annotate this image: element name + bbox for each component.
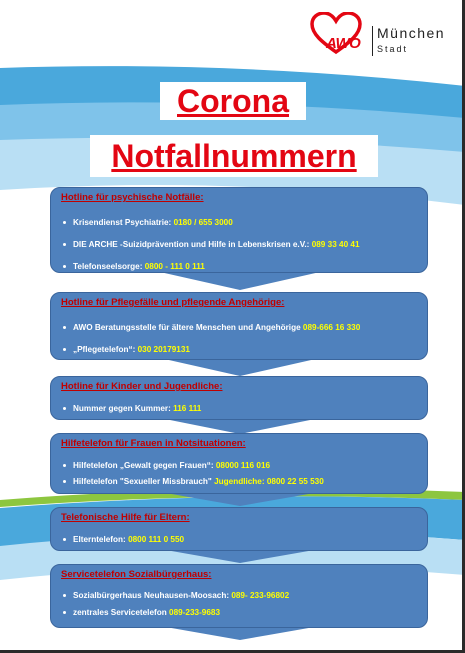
section-sozialbuergerhaus xyxy=(50,564,428,628)
list-item xyxy=(73,262,421,276)
logo-city: München xyxy=(377,25,446,41)
item-label: Hilfetelefon "Sexueller Missbrauch" xyxy=(73,477,212,486)
item-number: 089 33 40 41 xyxy=(311,240,360,249)
item-number: 089- 233-96802 xyxy=(231,591,290,600)
list-item xyxy=(73,240,421,262)
section-heading: Hotline für psychische Notfälle: xyxy=(61,192,204,203)
section-list xyxy=(73,591,421,622)
section-pflege xyxy=(50,292,428,360)
section-list xyxy=(73,461,421,491)
item-label: Nummer gegen Kummer: xyxy=(73,404,171,413)
title-line-2-box xyxy=(90,135,378,177)
logo-divider xyxy=(372,26,373,56)
section-heading: Hilfetelefon für Frauen in Notsituationen: xyxy=(61,438,246,449)
item-label: Elterntelefon: xyxy=(73,535,126,544)
section-list xyxy=(73,535,421,549)
item-label: AWO Beratungsstelle für ältere Menschen und Angehörige xyxy=(73,323,301,332)
list-item xyxy=(73,608,421,622)
item-label: „Pflegetelefon“: xyxy=(73,345,136,354)
title-line-1-box xyxy=(160,82,306,120)
item-label: Hilfetelefon „Gewalt gegen Frauen“: xyxy=(73,461,214,470)
list-item xyxy=(73,345,421,359)
item-number: 0180 / 655 3000 xyxy=(173,218,233,227)
item-number: 089-666 16 330 xyxy=(302,323,361,332)
item-label: zentrales Servicetelefon xyxy=(73,608,167,617)
item-number: 089-233-9683 xyxy=(169,608,221,617)
section-eltern xyxy=(50,507,428,551)
arrow-6 xyxy=(160,626,320,640)
page-title-line-1: Corona xyxy=(177,83,289,119)
list-item xyxy=(73,535,421,549)
item-label: Krisendienst Psychiatrie: xyxy=(73,218,172,227)
item-number: 0800 - 111 0 111 xyxy=(144,262,205,271)
item-number: Jugendliche: 0800 22 55 530 xyxy=(214,477,324,486)
awo-logo xyxy=(308,12,448,56)
section-frauen xyxy=(50,433,428,494)
section-heading: Hotline für Pflegefälle und pflegende Angehörige: xyxy=(61,297,285,308)
list-item xyxy=(73,218,421,240)
arrow-3 xyxy=(160,418,320,434)
item-label: Telefonseelsorge: xyxy=(73,262,143,271)
section-heading: Hotline für Kinder und Jugendliche: xyxy=(61,381,223,392)
arrow-2 xyxy=(160,358,320,376)
item-label: Sozialbürgerhaus Neuhausen-Moosach: xyxy=(73,591,230,600)
list-item xyxy=(73,591,421,608)
item-label: DIE ARCHE -Suizidprävention und Hilfe in Lebenskrisen e.V.: xyxy=(73,240,310,249)
section-list xyxy=(73,404,421,418)
item-number: 116 111 xyxy=(173,404,202,413)
list-item xyxy=(73,477,421,491)
logo-brand: AWO xyxy=(326,35,361,52)
page-title-line-2: Notfallnummern xyxy=(111,138,357,174)
list-item xyxy=(73,323,421,345)
section-heading: Telefonische Hilfe für Eltern: xyxy=(61,512,190,523)
section-heading: Servicetelefon Sozialbürgerhaus: xyxy=(61,569,212,580)
item-number: 0800 111 0 550 xyxy=(128,535,185,544)
section-psychische-notfaelle xyxy=(50,187,428,273)
logo-sub: Stadt xyxy=(377,44,409,54)
list-item xyxy=(73,461,421,477)
section-list xyxy=(73,218,421,276)
section-kinder-jugendliche xyxy=(50,376,428,420)
list-item xyxy=(73,404,421,418)
item-number: 08000 116 016 xyxy=(215,461,271,470)
item-number: 030 20179131 xyxy=(137,345,190,354)
section-list xyxy=(73,323,421,359)
